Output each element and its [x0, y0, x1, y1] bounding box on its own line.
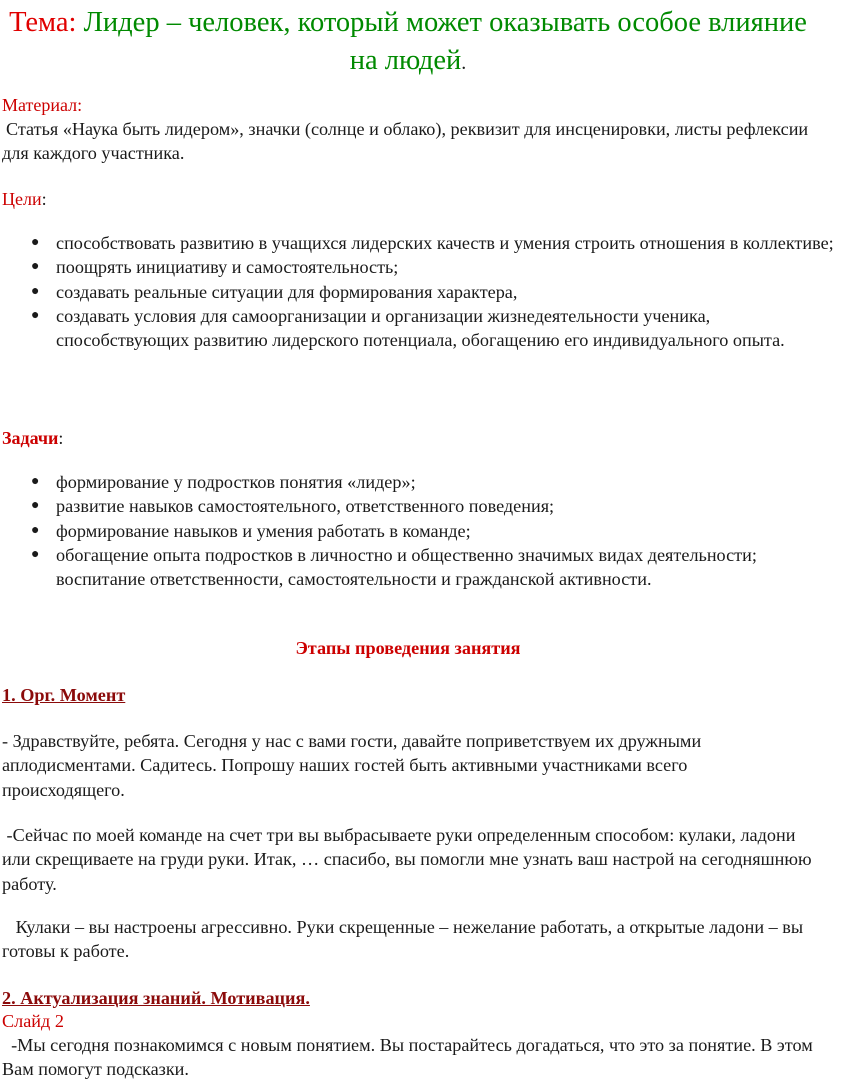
tasks-colon: : [58, 428, 64, 448]
goals-colon: : [41, 189, 47, 209]
task-item-text: развитие навыков самостоятельного, ответственного поведения; [56, 496, 555, 517]
list-item [31, 231, 846, 255]
section2-heading: 2. Актуализация знаний. Мотивация. [2, 988, 310, 1008]
goals-label [2, 187, 47, 211]
page-title [0, 4, 816, 82]
tasks-list [0, 470, 846, 591]
bullet-icon: ● [31, 259, 40, 275]
list-item [31, 280, 846, 304]
task-item-text: формирование у подростков понятия «лидер»; [56, 472, 416, 492]
tasks-label [2, 426, 63, 450]
section1-paragraph-2: -Сейчас по моей команде на счет три вы выбрасываете руки определенным способом: кулаки, ладони или скрещиваете на груди руки. Итак, … спасибо, вы помогли мне узнать ваш настрой на сегодняшнюю работу. [2, 825, 817, 894]
bullet-icon: ● [31, 474, 40, 489]
goal-item-text: создавать реальные ситуации для формирования характера, [56, 281, 518, 302]
list-item [31, 543, 846, 592]
goal-item-text: создавать условия для самоорганизации и организации жизнедеятельности ученика, способствующих развитию лидерского потенциала, обогащению его индивидуального опыта. [56, 305, 785, 351]
section1-heading: 1. Орг. Момент [2, 685, 126, 705]
bullet-icon: ● [31, 498, 40, 514]
material-text: Статья «Наука быть лидером», значки (солнце и облако), реквизит для инсценировки, листы рефлексии для каждого участника. [2, 119, 809, 164]
task-item-text: обогащение опыта подростков в личностно и общественно значимых видах деятельности; воспитание ответственности, самостоятельности и гражданской активности. [56, 544, 757, 590]
bullet-icon: ● [31, 522, 40, 538]
bullet-icon: ● [31, 546, 40, 562]
list-item [31, 255, 846, 279]
section2-paragraph-1: -Мы сегодня познакомимся с новым понятием. Вы постарайтесь догадаться, что это за понятие. В этом Вам помогут подсказки. [2, 1035, 818, 1080]
list-item [31, 519, 846, 543]
section1-paragraph-3: Кулаки – вы настроены агрессивно. Руки скрещенные – нежелание работать, а открытые ладони – вы готовы к работе. [2, 917, 808, 962]
goal-item-text: способствовать развитию в учащихся лидерских качеств и умения строить отношения в коллективе; [56, 233, 834, 253]
bullet-icon: ● [31, 235, 40, 250]
stages-heading: Этапы проведения занятия [295, 638, 521, 658]
list-item [31, 304, 846, 353]
material-label: Материал: [2, 95, 83, 115]
title-label: Тема: [9, 7, 77, 38]
section1-paragraph-1: - Здравствуйте, ребята. Сегодня у нас с вами гости, давайте поприветствуем их дружными аплодисментами. Садитесь. Попрошу наших гостей быть активными участниками всего происходящего. [2, 731, 702, 800]
list-item [31, 470, 846, 494]
title-text: Лидер – человек, который может оказывать особое влияние на людей [83, 7, 807, 76]
list-item [31, 494, 846, 518]
slide-label: Слайд 2 [2, 1011, 64, 1031]
tasks-label-text: Задачи [2, 428, 59, 448]
bullet-icon: ● [31, 283, 40, 299]
bullet-icon: ● [31, 307, 40, 323]
goals-list [0, 231, 846, 352]
goal-item-text: поощрять инициативу и самостоятельность; [56, 257, 399, 278]
task-item-text: формирование навыков и умения работать в команде; [56, 520, 471, 541]
title-period: . [461, 52, 467, 74]
goals-label-text: Цели [2, 189, 42, 209]
